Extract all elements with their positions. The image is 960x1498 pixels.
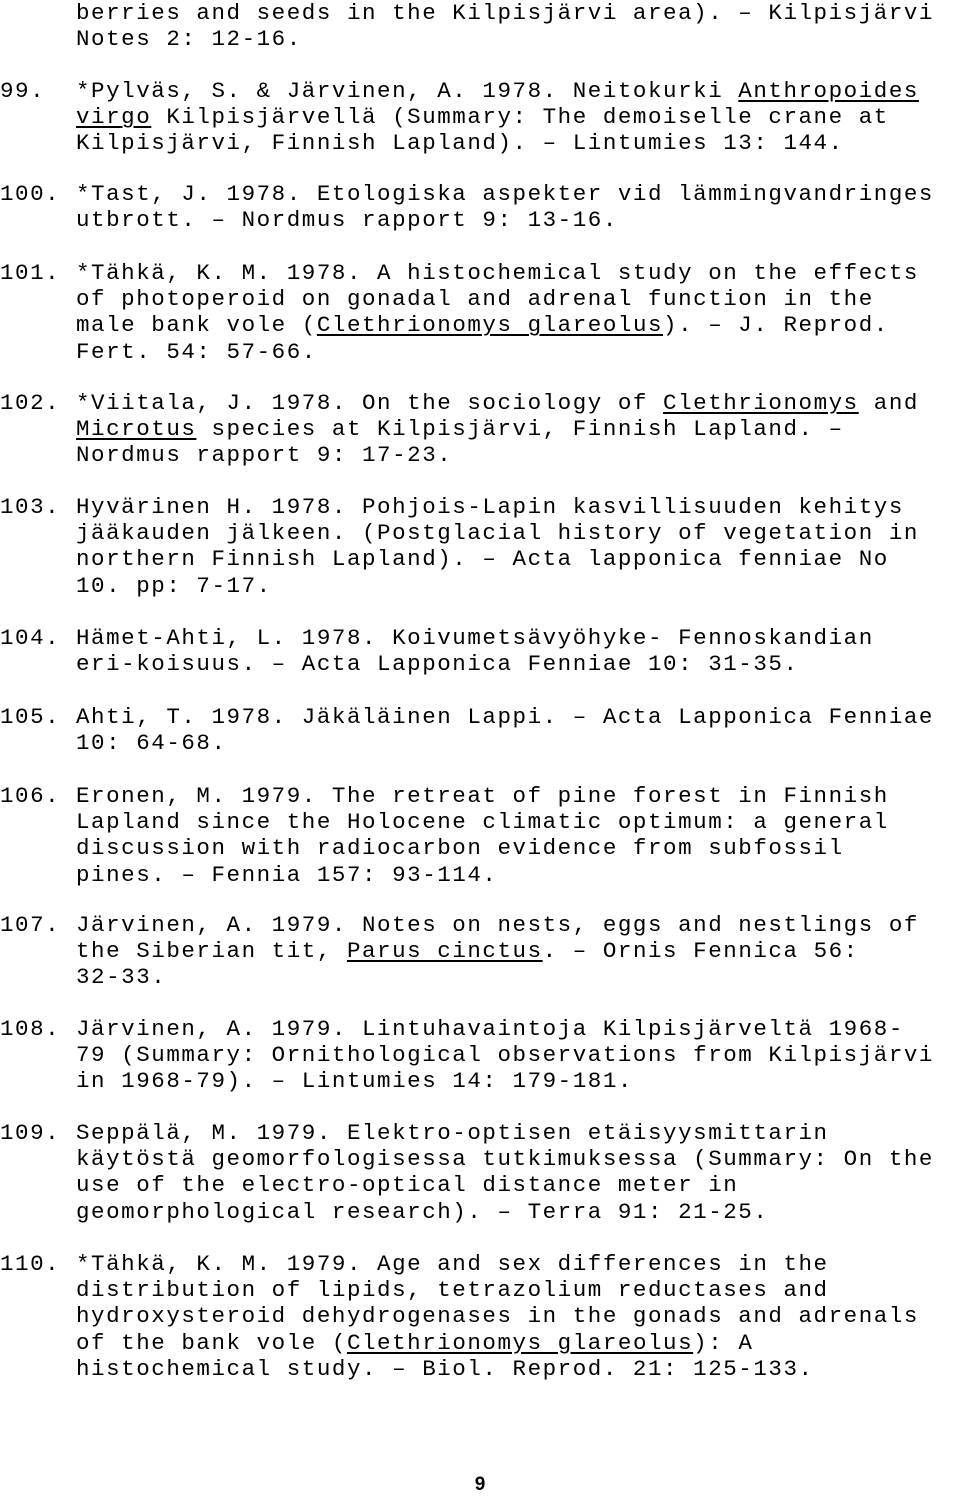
- text-segment: discussion with radiocarbon evidence from subfossil: [76, 835, 844, 862]
- text-segment: male bank vole (: [76, 312, 317, 339]
- reference-line: [76, 181, 934, 207]
- reference-number: 105.: [0, 704, 61, 730]
- reference-line: [76, 835, 889, 861]
- text-segment: . – Ornis Fennica 56:: [542, 938, 859, 965]
- text-segment: distribution of lipids, tetrazolium reductases and: [76, 1277, 829, 1304]
- reference-line: [76, 260, 919, 286]
- reference-line: [76, 520, 919, 546]
- reference-line: [76, 730, 934, 756]
- reference-line: [76, 1199, 934, 1225]
- text-segment: ): A: [693, 1329, 754, 1356]
- text-segment: utbrott. – Nordmus rapport 9: 13-16.: [76, 207, 618, 234]
- text-segment: of photoperoid on gonadal and adrenal function in the: [76, 286, 874, 313]
- reference-text: [76, 912, 919, 991]
- text-segment: jääkauden jälkeen. (Postglacial history of vegetation in: [76, 520, 919, 547]
- text-segment: 10: 64-68.: [76, 730, 227, 757]
- text-segment: hydroxysteroid dehydrogenases in the gonads and adrenals: [76, 1303, 919, 1330]
- reference-number: 102.: [0, 390, 61, 416]
- reference-line: [76, 1330, 919, 1356]
- text-segment: geomorphological research). – Terra 91: 21-25.: [76, 1198, 769, 1225]
- reference-line: [76, 862, 889, 888]
- reference-line: [76, 1172, 934, 1198]
- reference-line: [76, 416, 919, 442]
- text-segment: pines. – Fennia 157: 93-114.: [76, 861, 498, 888]
- reference-line: [76, 1146, 934, 1172]
- text-segment: käytöstä geomorfologisessa tutkimuksessa (Summary: On the: [76, 1146, 934, 1173]
- reference-line: [76, 964, 919, 990]
- text-segment: Järvinen, A. 1979. Notes on nests, eggs and nestlings of: [76, 912, 919, 938]
- reference-line: [76, 1120, 934, 1146]
- reference-line: [76, 1042, 934, 1068]
- reference-text: [76, 390, 919, 469]
- reference-number: 104.: [0, 625, 61, 651]
- text-segment: Notes 2: 12-16.: [76, 26, 302, 53]
- page-number: 9: [474, 1474, 486, 1495]
- text-segment: Eronen, M. 1979. The retreat of pine forest in Finnish: [76, 783, 889, 809]
- reference-line: [76, 912, 919, 938]
- reference-number: 107.: [0, 912, 61, 938]
- text-segment: the Siberian tit,: [76, 938, 347, 965]
- reference-line: [76, 1303, 919, 1329]
- text-segment: *Pylväs, S. & Järvinen, A. 1978. Neitokurki: [76, 78, 739, 104]
- text-segment: eri-koisuus. – Acta Lapponica Fenniae 10: 31-35.: [76, 651, 799, 678]
- text-segment: species at Kilpisjärvi, Finnish Lapland. –: [196, 416, 844, 443]
- text-segment: 10. pp: 7-17.: [76, 572, 272, 599]
- reference-number: 108.: [0, 1016, 61, 1042]
- reference-line: [76, 286, 919, 312]
- reference-line: [76, 573, 919, 599]
- text-segment: use of the electro-optical distance meter in: [76, 1172, 739, 1199]
- italic-taxon-name: Clethrionomys glareolus: [316, 312, 664, 339]
- reference-line: [76, 207, 934, 233]
- text-segment: Kilpisjärvi, Finnish Lapland). – Lintumies 13: 144.: [76, 130, 844, 157]
- text-segment: Kilpisjärvellä (Summary: The demoiselle crane at: [151, 104, 889, 131]
- reference-line: [76, 546, 919, 572]
- text-segment: Ahti, T. 1978. Jäkäläinen Lappi. – Acta Lapponica Fenniae: [76, 704, 934, 730]
- text-segment: *Tast, J. 1978. Etologiska aspekter vid lämmingvandringes: [76, 181, 934, 207]
- italic-taxon-name: Microtus: [76, 416, 197, 443]
- reference-number: 100.: [0, 181, 61, 207]
- italic-taxon-name: virgo: [76, 104, 152, 131]
- reference-line: [76, 1356, 919, 1382]
- reference-text: [76, 0, 934, 52]
- reference-line: [76, 1277, 919, 1303]
- text-segment: of the bank vole (: [76, 1329, 347, 1356]
- text-segment: and: [858, 390, 919, 416]
- text-segment: Järvinen, A. 1979. Lintuhavaintoja Kilpisjärveltä 1968-: [76, 1016, 904, 1042]
- text-segment: ). – J. Reprod.: [663, 312, 889, 339]
- reference-line: [76, 1251, 919, 1277]
- reference-line: [76, 783, 889, 809]
- reference-line: [76, 390, 919, 416]
- reference-text: [76, 704, 934, 756]
- text-segment: northern Finnish Lapland). – Acta lapponica fenniae No: [76, 546, 889, 573]
- italic-taxon-name: Parus cinctus: [346, 938, 543, 965]
- reference-text: [76, 1120, 934, 1225]
- reference-line: [76, 442, 919, 468]
- text-segment: *Tähkä, K. M. 1979. Age and sex differences in the: [76, 1251, 829, 1277]
- text-segment: 32-33.: [76, 964, 167, 991]
- reference-line: [76, 938, 919, 964]
- reference-text: [76, 1251, 919, 1382]
- reference-number: 110.: [0, 1251, 61, 1277]
- reference-line: [76, 809, 889, 835]
- italic-taxon-name: Clethrionomys: [663, 390, 859, 416]
- reference-line: [76, 339, 919, 365]
- reference-number: 101.: [0, 260, 61, 286]
- reference-text: [76, 260, 919, 365]
- reference-text: [76, 1016, 934, 1095]
- italic-taxon-name: Clethrionomys glareolus: [346, 1329, 694, 1356]
- reference-number: 109.: [0, 1120, 61, 1146]
- text-segment: *Tähkä, K. M. 1978. A histochemical study on the effects: [76, 260, 919, 286]
- reference-line: [76, 651, 874, 677]
- text-segment: Seppälä, M. 1979. Elektro-optisen etäisyysmittarin: [76, 1120, 829, 1146]
- text-segment: Lapland since the Holocene climatic optimum: a general: [76, 809, 889, 836]
- text-segment: Nordmus rapport 9: 17-23.: [76, 442, 453, 469]
- reference-line: [76, 625, 874, 651]
- reference-number: 103.: [0, 494, 61, 520]
- reference-number: 99.: [0, 78, 46, 104]
- text-segment: Hämet-Ahti, L. 1978. Koivumetsävyöhyke- Fennoskandian: [76, 625, 874, 651]
- reference-line: [76, 494, 919, 520]
- reference-number: 106.: [0, 783, 61, 809]
- reference-text: [76, 181, 934, 233]
- text-segment: in 1968-79). – Lintumies 14: 179-181.: [76, 1068, 633, 1095]
- reference-text: [76, 78, 919, 157]
- reference-line: [76, 1016, 934, 1042]
- reference-line: [76, 26, 934, 52]
- reference-line: [76, 1068, 934, 1094]
- reference-line: [76, 104, 919, 130]
- text-segment: *Viitala, J. 1978. On the sociology of: [76, 390, 664, 416]
- reference-line: [76, 0, 934, 26]
- reference-text: [76, 494, 919, 599]
- reference-text: [76, 625, 874, 677]
- reference-line: [76, 704, 934, 730]
- italic-taxon-name: Anthropoides: [738, 78, 919, 104]
- text-segment: Hyvärinen H. 1978. Pohjois-Lapin kasvillisuuden kehitys: [76, 494, 904, 520]
- text-segment: 79 (Summary: Ornithological observations from Kilpisjärvi: [76, 1042, 934, 1069]
- reference-line: [76, 312, 919, 338]
- reference-line: [76, 130, 919, 156]
- reference-text: [76, 783, 889, 888]
- text-segment: berries and seeds in the Kilpisjärvi area). – Kilpisjärvi: [76, 0, 934, 26]
- reference-line: [76, 78, 919, 104]
- text-segment: Fert. 54: 57-66.: [76, 338, 317, 365]
- text-segment: histochemical study. – Biol. Reprod. 21: 125-133.: [76, 1355, 814, 1382]
